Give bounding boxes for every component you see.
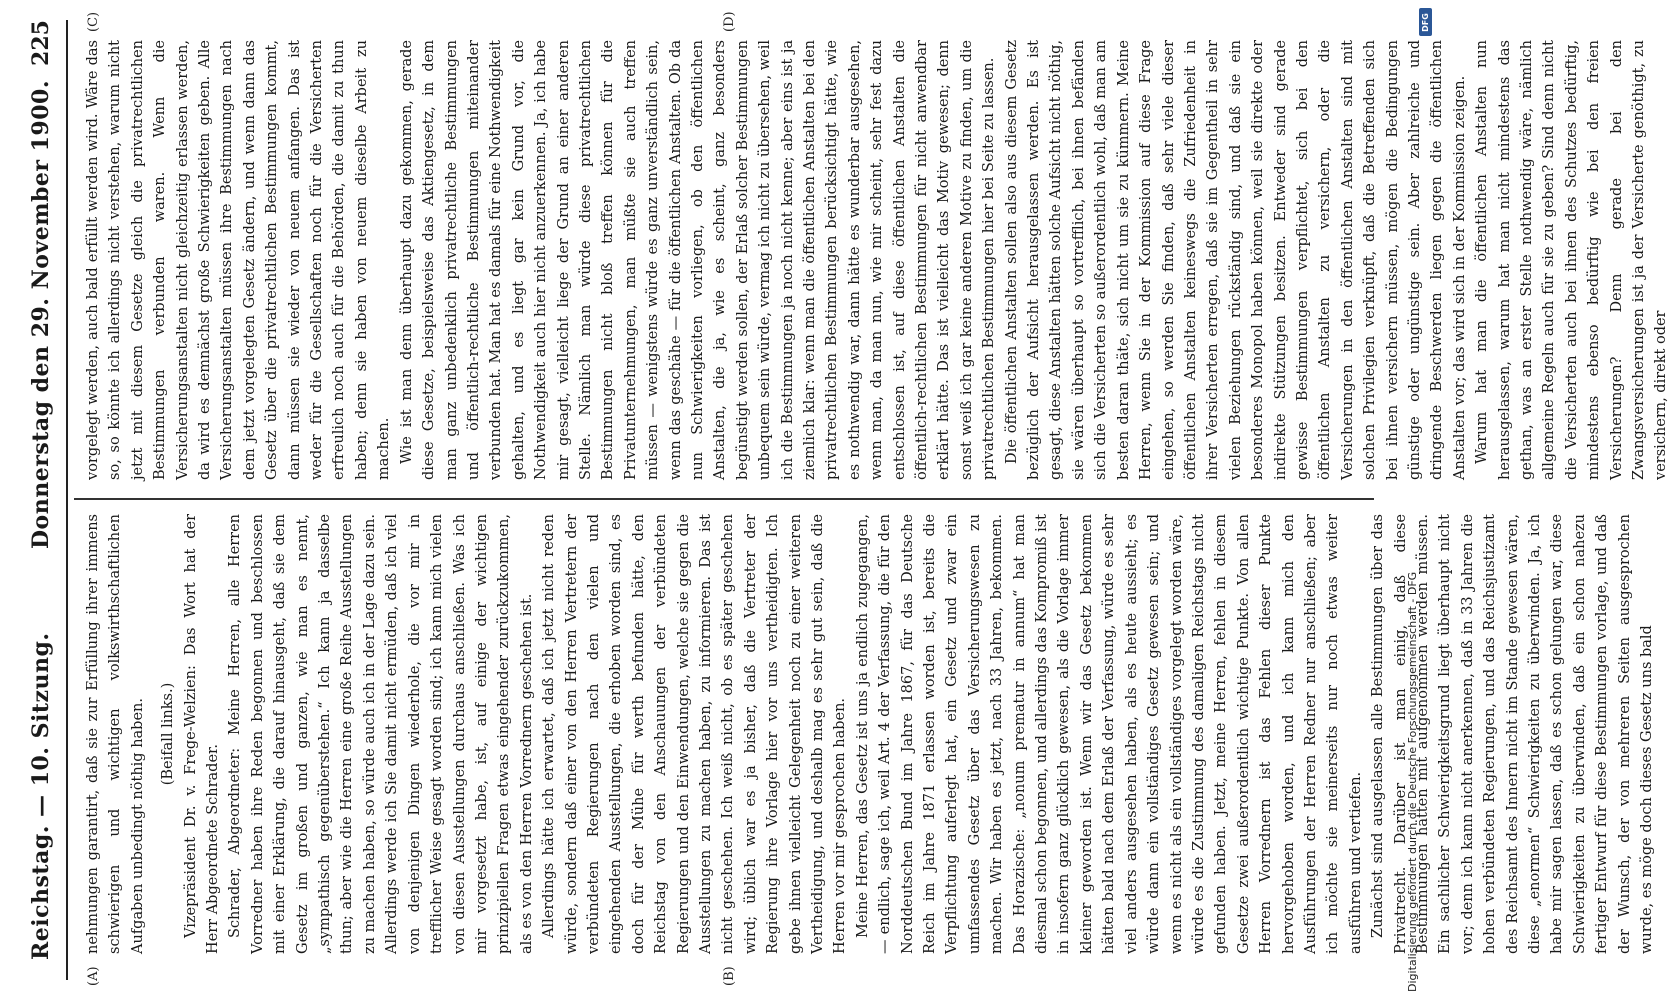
paragraph: vorgelegt werden, auch bald erfüllt werden wird. Wäre das so, so könnte ich allerdings nicht verstehen, warum nicht jetzt mit diesem Gesetze gleich die privatrechtlichen Bestimmungen verbunden waren. Wenn die Versicherungsanstalten nicht gleichzeitig erlassen werden, da wird es demnächst große Schwierigkeiten geben. Alle Versicherungsanstalten müssen ihre Bestimmungen nach dem jetzt vorgelegten Gesetz ändern, und wenn dann das Gesetz über die privatrechtlichen Bestimmungen kommt, dann müssen sie wieder von neuem anfangen. Das ist weder für die Gesellschaften noch für die Versicherten erfreulich noch auch für die Behörden, die damit zu thun haben; denn sie haben von neuem dieselbe Arbeit zu machen.: [85, 40, 393, 480]
paragraph: Die öffentlichen Anstalten sollen also aus diesem Gesetz bezüglich der Aufsicht herausgelassen werden. Es ist gesagt, diese Anstalten hätten solche Aufsicht nicht nöthig, sie wären überhaupt so vortrefflich, bei ihnen befänden sich die Versicherten so außerordentlich wohl, daß man am besten daran thäte, sich nicht um sie zu kümmern. Meine Herren, wenn Sie in der Kommission auf diese Frage eingehen, so werden Sie finden, daß sehr viele dieser öffentlichen Anstalten keineswegs die Zufriedenheit in ihrer Versicherten erregen, daß sie im Gegentheil in sehr vielen Beziehungen rückständig sind, und daß sie ein besonderes Monopol haben können, weil sie direkte oder indirekte Stützungen besitzen. Entweder sind gerade gewisse Bestimmungen verpflichtet, sich bei den öffentlichen Anstalten zu versichern, oder die Versicherungen in den öffentlichen Anstalten sind mit solchen Privilegien verknüpft, daß die Betreffenden sich bei ihnen versichern müssen, mögen die Bedingungen günstige oder ungünstige sein. Aber zahlreiche und dringende Beschwerden liegen gegen die öffentlichen Anstalten vor; das wird sich in der Kommission zeigen.: [1003, 40, 1468, 480]
header-date: Donnerstag den 29. November 1900.: [28, 80, 54, 550]
dfg-logo-icon: [1419, 8, 1432, 36]
applause-note: (Beifall links.): [160, 682, 177, 786]
column-divider: [74, 498, 1374, 500]
digitization-credit: [1390, 0, 1434, 1000]
credit-text: Digitalisierung gefördert durch die Deutsche Forschungsgemeinschaft - DFG: [1406, 571, 1419, 992]
paragraph: Warum hat man die öffentlichen Anstalten nun herausgelassen, warum hat man nicht mindestens das gethan, was an erster Stelle nothwendig wäre, nämlich allgemeine Regeln auch für sie zu geben? Sind denn nicht die Versicherten auch bei ihnen des Schutzes bedürftig, mindestens ebenso bedürftig wie bei den freien Versicherungen? Denn gerade bei den Zwangsversicherungen ist ja der Versicherte genöthigt, zu versichern, direkt oder: [1474, 40, 1670, 480]
paragraph: nehmungen garantirt, daß sie zur Erfüllung ihrer immens schwierigen und wichtigen volkswirthschaftlichen Aufgaben unbedingt nöthig haben.: [85, 514, 146, 954]
paragraph: Allerdings hätte ich erwartet, daß ich jetzt nicht reden würde, sondern daß einer von den Herren Vertretern der verbündeten Regierungen nach den vielen und eingehenden Ausstellungen, die erhoben worden sind, es doch für der Mühe für werth befunden hätte, den Reichstag von den Anschauungen der verbündeten Regierungen und den Einwendungen, welche sie gegen die Ausstellungen zu machen haben, zu informieren. Das ist nicht geschehen. Ich weiß nicht, ob es später geschehen wird; üblich war es ja bisher, daß die Vertreter der Regierung ihre Vorlage hier vor uns vertheidigten. Ich gebe ihnen vielleicht Gelegenheit noch zu einer weiteren Vertheidigung, und deshalb mag es sehr gut sein, daß die Herren vor mir gesprochen haben.: [541, 514, 849, 954]
dfg-logo-text: DFG: [1421, 12, 1431, 32]
margin-mark-c: (C): [86, 11, 101, 32]
page-header: [18, 20, 64, 960]
paragraph: Zunächst sind ausgelassen alle Bestimmungen über das Privatrecht. Darüber ist man einig, daß diese Bestimmungen hätten mit aufgenommen werden müssen. Ein sachlicher Schwierigkeitsgrund liegt überhaupt nicht vor; denn ich kann nicht anerkennen, daß in 33 Jahren die hohen verbündeten Regierungen, und das Reichsjustizamt des Reichsamt des Innern nicht im Stande gewesen wären, diese „enormen“ Schwierigkeiten zu überwinden. Ja, ich habe mir sagen lassen, daß es schon gelungen war, diese Schwierigkeiten zu überwinden, daß ein schon nahezu fertiger Entwurf für diese Bestimmungen vorlage, und daß der Wunsch, der von mehreren Seiten ausgesprochen wurde, es möge doch dieses Gesetz uns bald: [1370, 514, 1656, 954]
paragraph-vice-president: Vizepräsident Dr. v. Frege-Welzien: Das Wort hat der Herr Abgeordnete Schrader.: [182, 514, 222, 954]
paragraph: Wie ist man denn überhaupt dazu gekommen, gerade diese Gesetze, beispielsweise das Aktiengesetz, in dem man ganz unbedenklich privatrechtliche Bestimmungen und öffentlich-rechtliche Bestimmungen miteinander verbunden hat. Man hat es damals für eine Nothwendigkeit gehalten, und es liegt gar kein Grund vor, die Nothwendigkeit auch hier nicht anzuerkennen. Ja, ich habe mir gesagt, vielleicht liege der Grund an einer anderen Stelle. Nämlich man würde diese privatrechtlichen Bestimmungen nicht bloß treffen können für die Privatunternehmungen, man müßte sie auch treffen müssen — wenigstens würde es ganz unverständlich sein, wenn das geschähe — für die öffentlichen Anstalten. Ob da nun Schwierigkeiten vorliegen, ob den öffentlichen Anstalten, die ja, wie es scheint, ganz besonders begünstigt werden sollen, der Erlaß solcher Bestimmungen unbequem sein würde, vermag ich nicht zu übersehen, weil ich die Bestimmungen ja noch nicht kenne; aber eins ist ja ziemlich klar: wenn man die öffentlichen Anstalten bei den privatrechtlichen Bestimmungen berücksichtigt hätte, wie es nothwendig war, dann hätte es wunderbar ausgesehen, wenn man, da man nun, wie mir scheint, sehr fest dazu entschlossen ist, auf diese öffentlichen Anstalten die öffentlich-rechtlichen Bestimmungen für nicht anwendbar erklärt hätte. Das ist vielleicht das Motiv gewesen; denn sonst weiß ich gar keine anderen Motive zu finden, um die privatrechtlichen Bestimmungen hier bei Seite zu lassen.: [398, 40, 998, 480]
page-number: 225: [28, 20, 54, 66]
margin-mark-b: (B): [722, 966, 737, 986]
paragraph: Meine Herren, das Gesetz ist uns ja endlich zugegangen, — endlich, sage ich, weil Art. 4 der Verfassung, die für den Norddeutschen Bund im Jahre 1867, für das Deutsche Reich im Jahre 1871 erlassen worden ist, bereits die Verpflichtung auferlegt hat, ein Gesetz und zwar ein umfassendes Gesetz über das Versicherungswesen zu machen. Wir haben es jetzt, nach 33 Jahren, bekommen. Das Horazische: „nonum prematur in annum“ hat man diesmal schon begonnen, und allerdings das Kompromiß ist in insofern ganz glücklich gewesen, als die Vorlage immer kleiner geworden ist. Wenn wir das Gesetz bekommen hätten bald nach dem Erlaß der Verfassung, würde es sehr viel anders ausgesehen haben, als es heute aussieht; es würde dann ein vollständiges Gesetz gewesen sein; und wenn es nicht als ein vollständiges vorgelegt worden wäre, würde es die Zustimmung des damaligen Reichstags nicht gefunden haben. Jetzt, meine Herren, fehlen in diesem Gesetze zwei außerordentlich wichtige Punkte. Von allen Herren Vorrednern ist das Fehlen dieser Punkte hervorgehoben worden, und ich kann mich den Ausführungen der Herren Redner nur anschließen; aber ich möchte sie meinerseits nur noch etwas weiter ausführen und vertiefen.: [854, 514, 1364, 954]
text-column-right: [82, 40, 1670, 480]
header-session: Reichstag. — 10. Sitzung.: [28, 632, 54, 960]
margin-mark-d: (D): [722, 11, 737, 32]
margin-mark-a: (A): [86, 966, 101, 986]
header-rule: [66, 20, 68, 980]
paragraph-speaker: Schrader, Abgeordneter: Meine Herren, alle Herren Vorredner haben ihre Reden begonnen und beschlossen mit einer Erklärung, die darauf hinausgeht, daß sie dem Gesetz im großen und ganzen, wie man es nennt, „sympathisch gegenüberstehen.“ Ich kann ja dasselbe thun; aber wie die Herren eine große Reihe Ausstellungen zu machen haben, so würde auch ich in der Lage dazu sein. Allerdings werde ich Sie damit nicht ermüden, daß ich viel von denjenigen Dingen wiederhole, die vor mir in trefflicher Weise gesagt worden sind; ich kann mich vielen von diesen Ausstellungen durchaus anschließen. Was ich mir vorgesetzt habe, ist, auf einige der wichtigen prinzipiellen Fragen etwas eingehender zurückzukommen, als es von den Herren Vorrednern geschehen ist.: [227, 514, 535, 954]
